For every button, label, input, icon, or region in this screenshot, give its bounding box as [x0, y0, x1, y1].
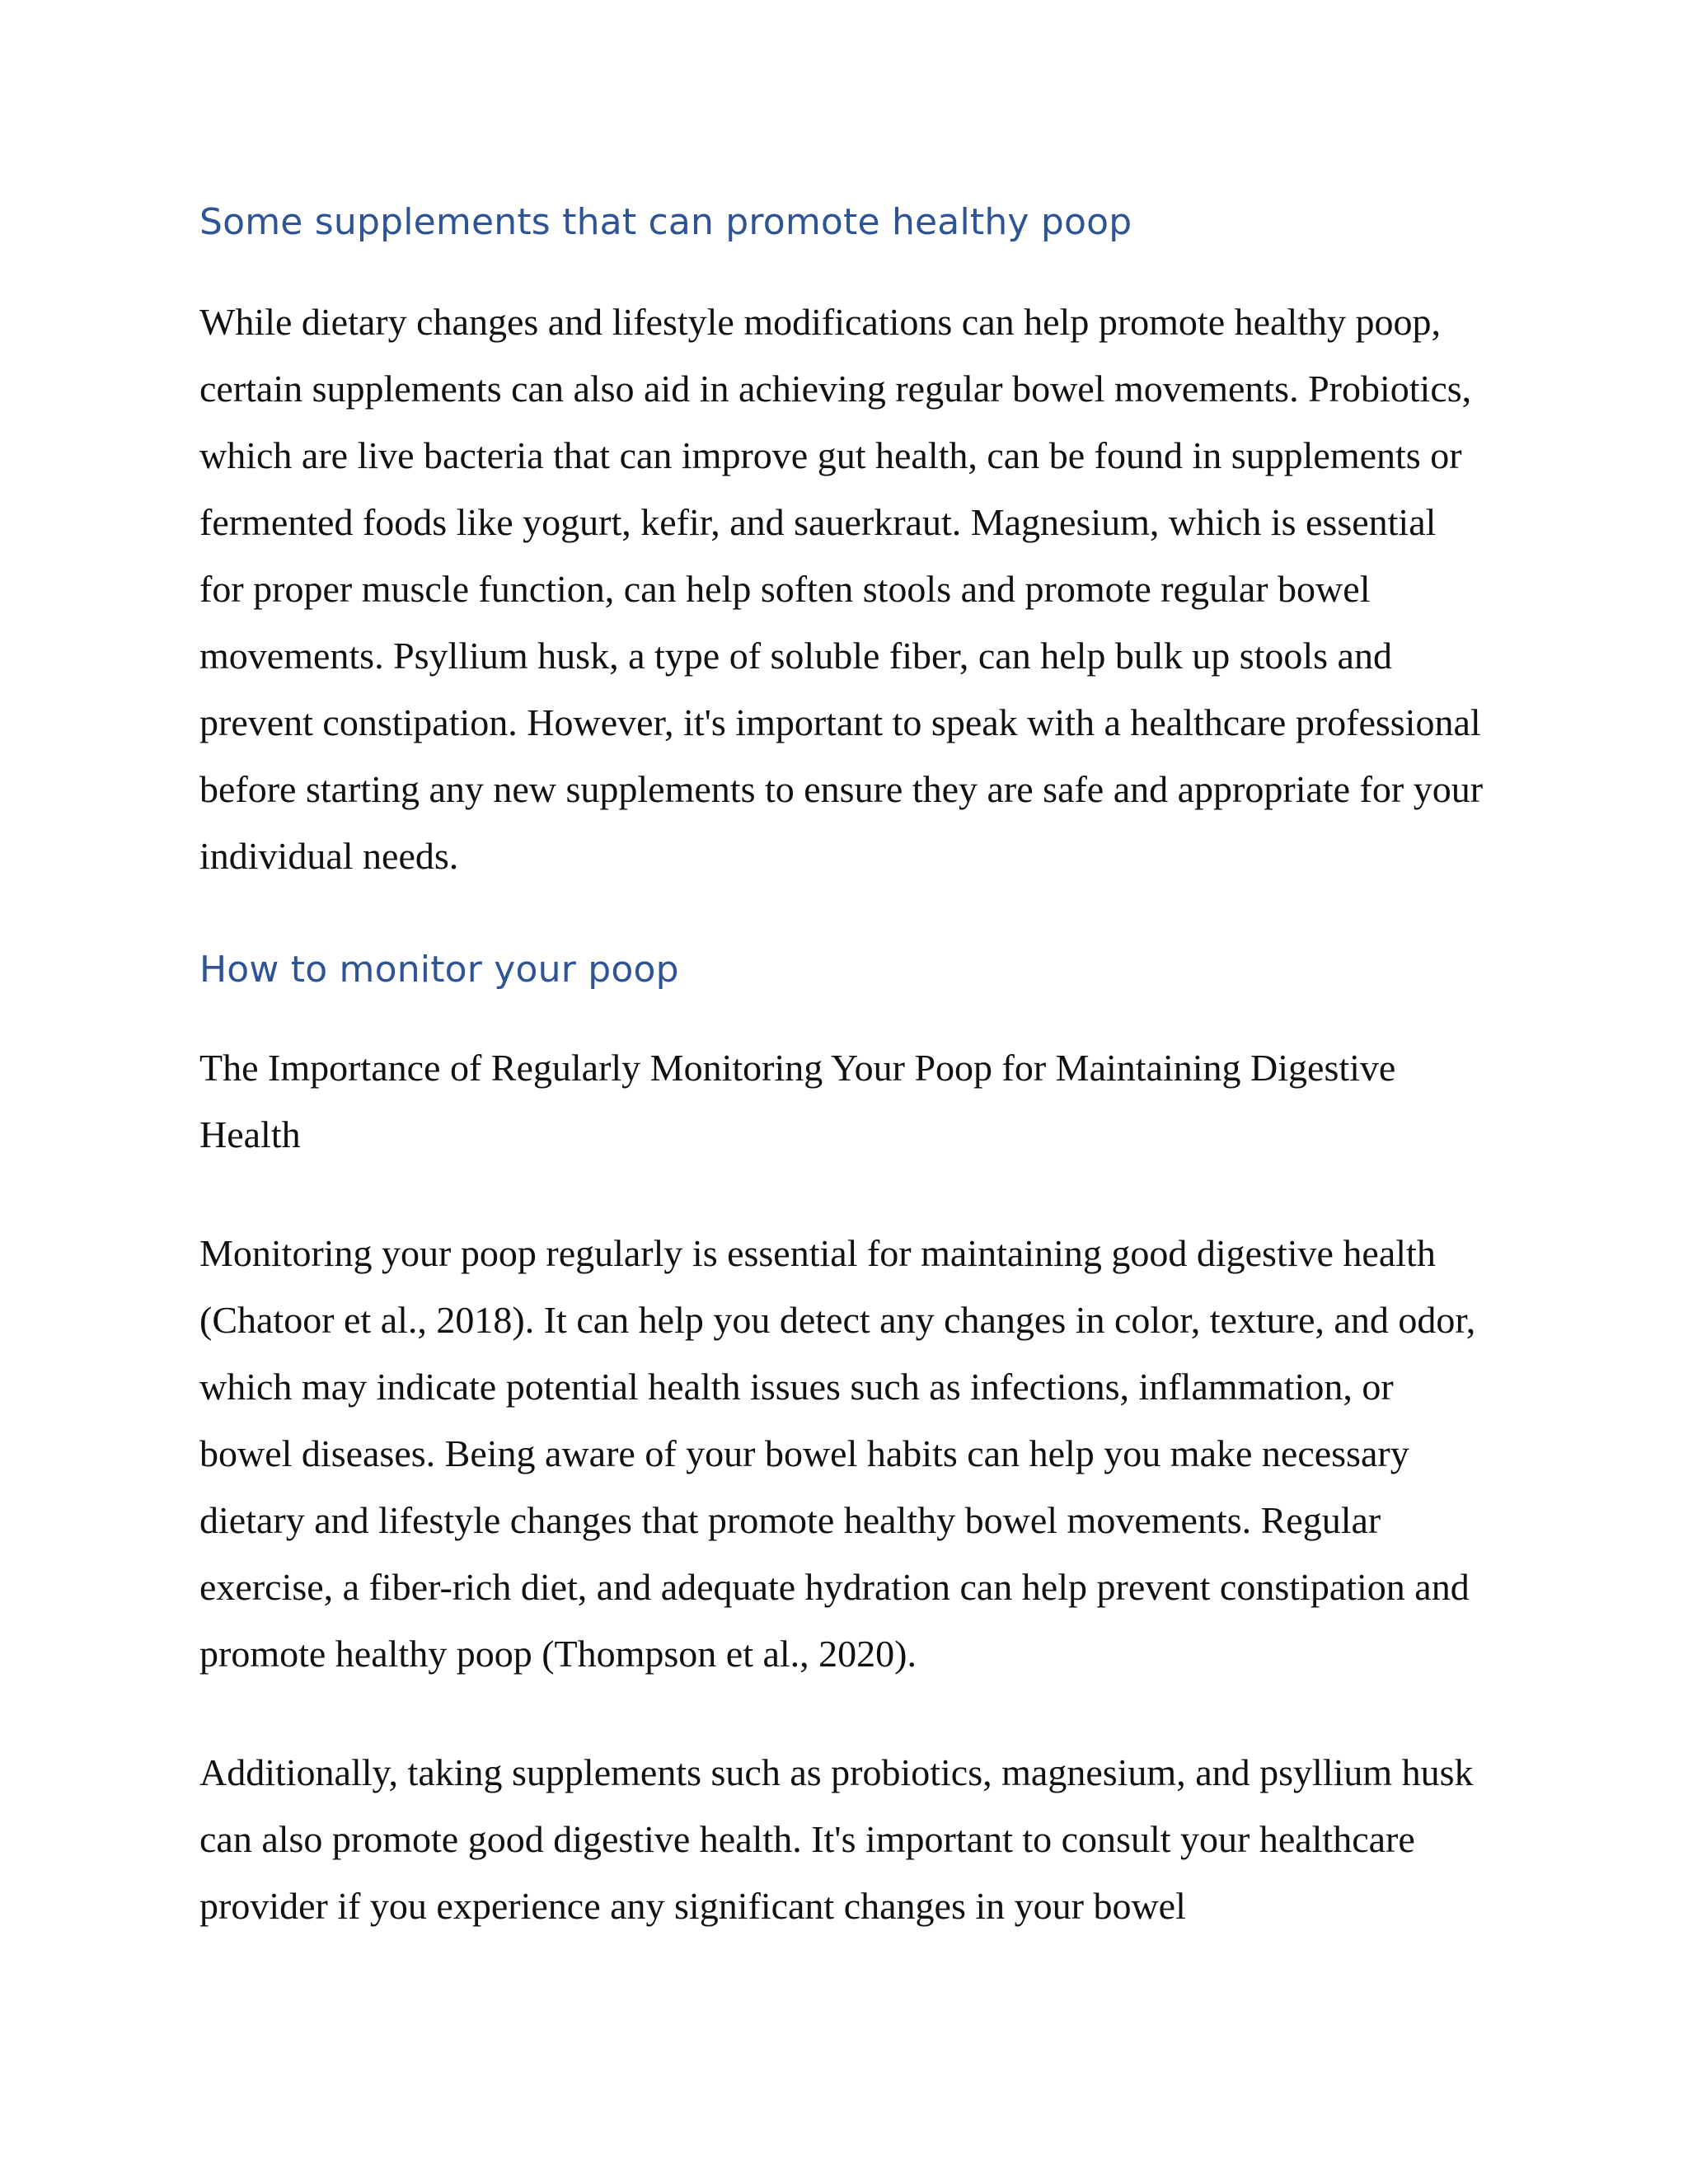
paragraph-subtitle: The Importance of Regularly Monitoring Your Poop for Maintaining Digestive Health	[199, 1047, 1396, 1155]
paragraph-supplements: While dietary changes and lifestyle modifications can help promote healthy poop, certain supplements can also aid in achieving regular bowel movements. Probiotics, which are live bacteria that can improve gut health, can be found in supplements or fermented foods like yogurt, kefir, and sauerkraut. Magnesium, which is essential for proper muscle function, can help soften stools and promote regular bowel movements. Psyllium husk, a type of soluble fiber, can help bulk up stools and prevent constipation. However, it's important to speak with a healthcare professional before starting any new supplements to ensure they are safe and appropriate for your individual needs.	[199, 301, 1484, 877]
paragraph-additionally: Additionally, taking supplements such as probiotics, magnesium, and psyllium husk can also promote good digestive health. It's important to consult your healthcare provider if you experience any significant changes in your bowel	[199, 1751, 1474, 1927]
paragraph-monitoring: Monitoring your poop regularly is essential for maintaining good digestive health (Chatoor et al., 2018). It can help you detect any changes in color, texture, and odor, which may indicate potential health issues such as infections, inflammation, or bowel diseases. Being aware of your bowel habits can help you make necessary dietary and lifestyle changes that promote healthy bowel movements. Regular exercise, a fiber-rich diet, and adequate hydration can help prevent constipation and promote healthy poop (Thompson et al., 2020).	[199, 1232, 1476, 1675]
section-heading-monitor: How to monitor your poop	[199, 949, 679, 991]
document-body	[199, 198, 1485, 1939]
section-heading-supplements: Some supplements that can promote healthy poop	[199, 201, 1132, 243]
